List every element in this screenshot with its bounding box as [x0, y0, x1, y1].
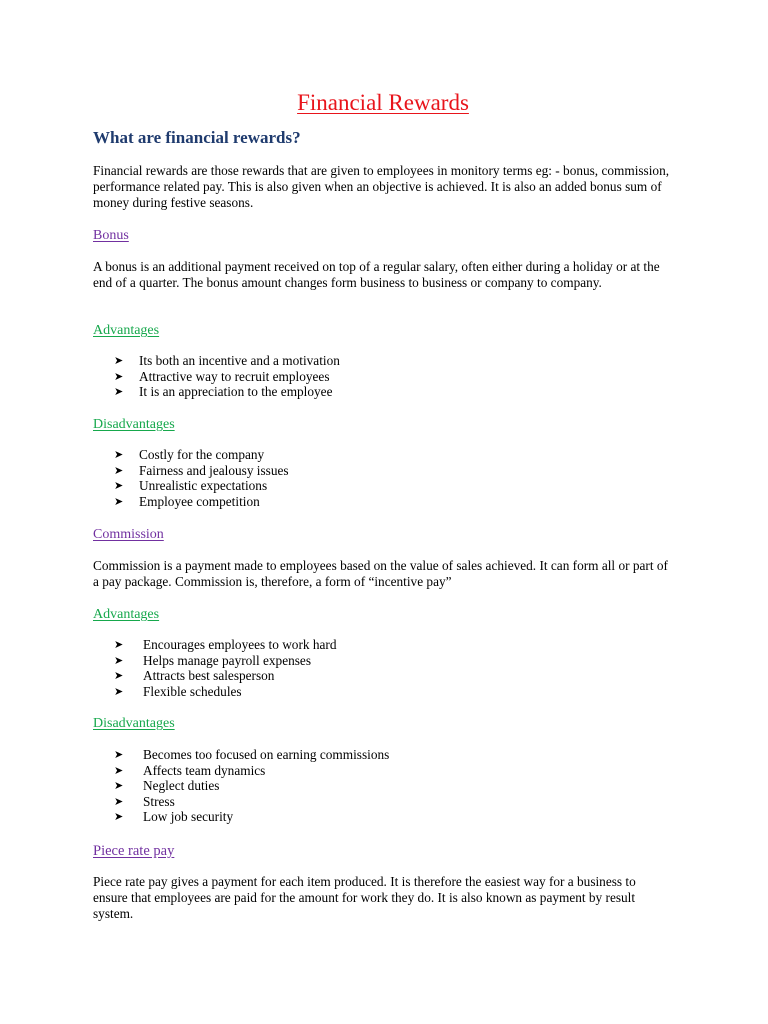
section-heading-what-are-financial-rewards: What are financial rewards?: [93, 128, 301, 147]
arrowhead-bullet-icon: ➤: [114, 669, 124, 683]
bonus-advantages-heading: Advantages: [93, 323, 160, 338]
list-item: ➤ Helps manage payroll expenses: [114, 652, 312, 668]
list-item: ➤ Attracts best salesperson: [114, 668, 275, 684]
bonus-advantages-list: [114, 353, 340, 400]
piece-rate-heading: Piece rate pay: [93, 843, 175, 859]
list-item: ➤ Attractive way to recruit employees: [114, 368, 330, 384]
commission-paragraph: Commission is a payment made to employees based on the value of sales achieved. It can form all or part of a pay package. Commission is, therefore, a form of “incentive pay”: [93, 558, 668, 589]
arrowhead-bullet-icon: ➤: [114, 794, 124, 808]
commission-advantages-heading: Advantages: [93, 607, 160, 622]
arrowhead-bullet-icon: ➤: [114, 479, 124, 493]
arrowhead-bullet-icon: ➤: [114, 763, 124, 777]
piece-rate-paragraph: Piece rate pay gives a payment for each item produced. It is therefore the easiest way for a business to ensure that employees are paid for the amount for work they do. It is also known as payment by result system.: [93, 874, 636, 921]
intro-paragraph: Financial rewards are those rewards that are given to employees in monitory terms eg: - bonus, commission, performance related pay. This is also given when an objective is achieved. It is also an added bonus sum of money during festive seasons.: [93, 163, 670, 210]
arrowhead-bullet-icon: ➤: [114, 779, 124, 793]
arrowhead-bullet-icon: ➤: [114, 494, 124, 508]
list-item: ➤ Becomes too focused on earning commissions: [114, 747, 390, 762]
list-item: ➤ Costly for the company: [114, 447, 265, 462]
bonus-disadvantages-list: [114, 447, 289, 509]
list-item: ➤ Low job security: [114, 809, 234, 825]
arrowhead-bullet-icon: ➤: [114, 748, 124, 761]
commission-advantages-list: [114, 637, 336, 699]
commission-disadvantages-heading: Disadvantages: [93, 716, 175, 731]
list-item: ➤ Stress: [114, 793, 175, 809]
bonus-heading: Bonus: [93, 228, 129, 243]
commission-disadvantages-list: [114, 747, 389, 825]
arrowhead-bullet-icon: ➤: [114, 385, 124, 399]
list-item: ➤ Its both an incentive and a motivation: [114, 353, 340, 368]
arrowhead-bullet-icon: ➤: [114, 369, 124, 383]
list-item: ➤ Encourages employees to work hard: [114, 637, 337, 652]
list-item: ➤ Affects team dynamics: [114, 762, 266, 778]
arrowhead-bullet-icon: ➤: [114, 638, 124, 651]
document-title: Financial Rewards: [297, 90, 469, 115]
arrowhead-bullet-icon: ➤: [114, 448, 124, 461]
commission-heading: Commission: [93, 527, 164, 542]
arrowhead-bullet-icon: ➤: [114, 463, 124, 477]
list-item: ➤ Employee competition: [114, 493, 260, 509]
list-item: ➤ Unrealistic expectations: [114, 478, 268, 494]
arrowhead-bullet-icon: ➤: [114, 684, 124, 698]
bonus-disadvantages-heading: Disadvantages: [93, 417, 175, 432]
list-item: ➤ It is an appreciation to the employee: [114, 384, 333, 400]
list-item: ➤ Neglect duties: [114, 778, 220, 794]
bonus-paragraph: A bonus is an additional payment received on top of a regular salary, often either during a holiday or at the end of a quarter. The bonus amount changes form business to business or company to company.: [93, 259, 660, 290]
arrowhead-bullet-icon: ➤: [114, 810, 124, 824]
list-item: ➤ Fairness and jealousy issues: [114, 462, 289, 478]
arrowhead-bullet-icon: ➤: [114, 653, 124, 667]
arrowhead-bullet-icon: ➤: [114, 354, 124, 367]
list-item: ➤ Flexible schedules: [114, 683, 242, 699]
